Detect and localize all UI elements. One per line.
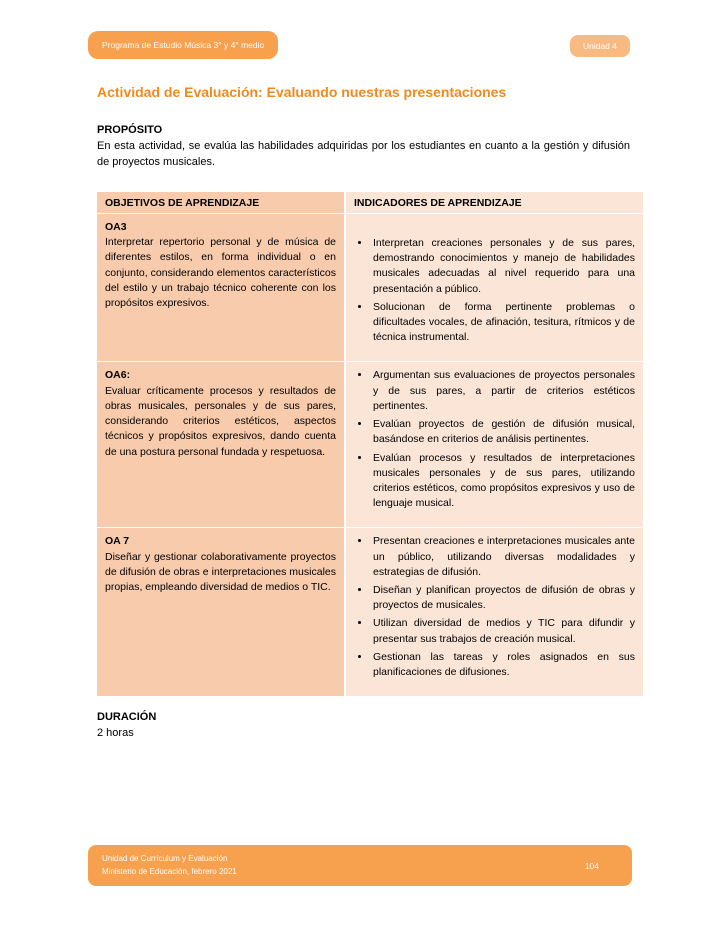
proposito-heading: PROPÓSITO	[97, 124, 163, 136]
oa-table	[97, 192, 643, 696]
indicator-item: • Diseñan y planifican proyectos de difusión de obras y proyectos de musicales.	[371, 583, 635, 613]
oa-description: Interpretar repertorio personal y de música de diferentes estilos, en forma individual o en conjunto, considerando elementos característicos del estilo y un trabajo técnico coherente con los propósitos expresivos.	[105, 236, 336, 309]
footer-bar	[88, 845, 632, 886]
indicator-item: • Presentan creaciones e interpretaciones musicales ante un público, utilizando diversas modalidades y estrategias de difusión.	[371, 534, 635, 580]
indicator-item: • Evalúan procesos y resultados de interpretaciones musicales personales y de sus pares, utilizando criterios estéticos, como propósitos expresivos y uso de lenguaje musical.	[371, 451, 635, 512]
footer-org-line1: Unidad de Currículum y Evaluación	[102, 854, 228, 864]
duracion-text: 2 horas	[97, 727, 134, 740]
oa-code: OA6:	[105, 369, 131, 382]
page-number: 104	[584, 860, 599, 871]
oa-row-oa6	[97, 362, 643, 528]
duracion-heading: DURACIÓN	[97, 711, 157, 724]
footer-org-line2: Ministerio de Educación, febrero 2021	[102, 866, 237, 876]
indicator-item: • Evalúan proyectos de gestión de difusión musical, basándose en criterios de análisis pertinentes.	[371, 417, 635, 447]
activity-title: Actividad de Evaluación: Evaluando nuestras presentaciones	[97, 84, 507, 100]
oa-cell	[97, 213, 345, 362]
oa-row-oa7	[97, 528, 643, 696]
footer-credits	[102, 853, 237, 878]
table-header-row	[97, 192, 643, 214]
indicators-cell	[345, 362, 643, 528]
indicators-cell	[345, 213, 643, 362]
oa-row-oa3	[97, 213, 643, 362]
main-content	[97, 84, 643, 742]
indicator-item: • Argumentan sus evaluaciones de proyectos personales y de sus pares, a partir de criterios estéticos pertinentes.	[371, 368, 635, 414]
indicator-item: • Solucionan de forma pertinente problemas o dificultades vocales, de afinación, tesitura, rítmicos y de técnica instrumental.	[371, 300, 635, 346]
oa-description: Evaluar críticamente procesos y resultados de obras musicales, personales y de sus pares, considerando criterios estéticos, aspectos técnicos y propósitos expresivos, dando cuenta de una postura personal fundada y respetuosa.	[105, 384, 336, 458]
oa-cell	[97, 528, 345, 696]
oa-description: Diseñar y gestionar colaborativamente proyectos de difusión de obras e interpretaciones musicales propias, empleando diversidad de medios o TIC.	[105, 550, 336, 594]
oa-cell	[97, 362, 345, 528]
indicator-item: • Utilizan diversidad de medios y TIC para difundir y presentar sus trabajos de creación musical.	[371, 616, 635, 646]
oa-code: OA 7	[105, 535, 130, 548]
indicator-item: • Interpretan creaciones personales y de sus pares, demostrando conocimientos y manejo de habilidades musicales adecuadas al nivel requerido para una presentación a público.	[371, 236, 635, 297]
indicators-list	[354, 368, 635, 511]
unit-badge	[570, 35, 630, 57]
header-cell-objetivos: OBJETIVOS DE APRENDIZAJE	[97, 192, 345, 214]
indicators-cell	[345, 528, 643, 696]
indicators-list	[354, 534, 635, 680]
proposito-text: En esta actividad, se evalúa las habilidades adquiridas por los estudiantes en cuanto a la gestión y difusión de proyectos musicales.	[97, 140, 630, 168]
program-title-pill	[88, 31, 278, 59]
program-title-label: Programa de Estudio Música 3° y 4° medio	[102, 40, 265, 50]
oa-code: OA3	[105, 220, 127, 233]
header-cell-indicadores: INDICADORES DE APRENDIZAJE	[345, 192, 643, 214]
indicators-list	[354, 236, 635, 346]
indicator-item: • Gestionan las tareas y roles asignados en sus planificaciones de difusiones.	[371, 650, 635, 680]
unit-badge-label: Unidad 4	[582, 41, 617, 51]
